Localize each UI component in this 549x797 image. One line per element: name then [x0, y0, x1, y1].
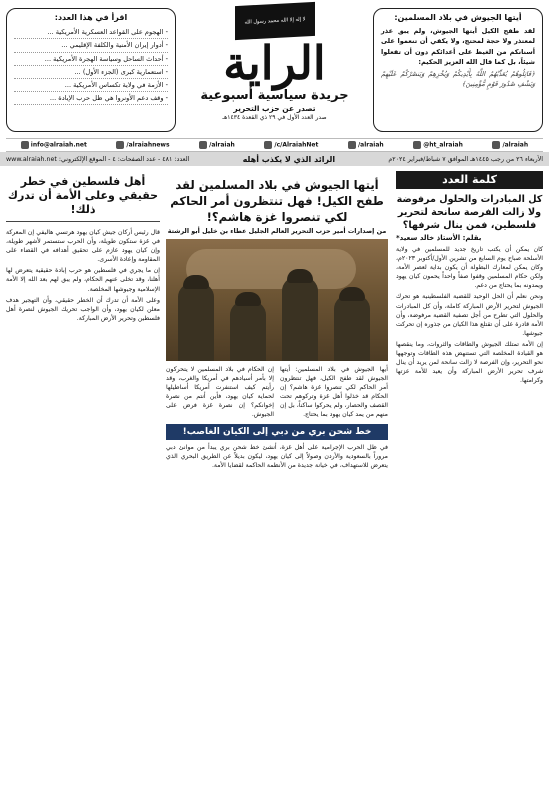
masthead-header [0, 0, 549, 172]
helmet [287, 269, 313, 283]
main-headline[interactable]: أيتها الجيوش في بلاد المسلمين لقد طفح الكيل! فهل تنتظرون أمر الحاكم لكي تنصروا غزة هاشم؟! [170, 178, 384, 224]
main-body [166, 365, 388, 420]
sub-article-banner[interactable]: خط شحن بري من دبي إلى الكيان الغاصب! [166, 424, 388, 440]
editorial-column [396, 171, 543, 793]
intro-title: أيتها الجيوش في بلاد المسلمين: [394, 13, 522, 22]
editorial-title[interactable]: كل المبادرات والحلول مرفوضة ولا زالت الفرصة سانحة لتحرير فلسطين، فمن ينال شرفها؟ [396, 194, 543, 231]
twitter-icon [413, 141, 421, 149]
slogan: الرائد الذي لا يكذب أهله [242, 154, 336, 164]
paragraph: إن ما يجري في فلسطين هو حرب إبادة حقيقية يتعرض لها أهلنا، وقد تخلى عنهم الحكام، ولم يبق لهم بعد الله إلا الأمة الإسلامية وجيوشها المخلصة. [6, 267, 160, 293]
paragraph: كان يمكن أن يكتب تاريخ جديد للمسلمين في ولاية الأسلحة صباح يوم السابع من تشرين الأول/أكتوبر ٢٠٢٣م، وكان يمكن لمعارك البطولة أن يكون بداية لعصر الأمة، ولكن حكام المسلمين وقفوا صفاً واحداً يحمون كيان يهود ويمدونه بما يحتاج من دعم. [396, 246, 543, 290]
social-bar [6, 138, 543, 152]
social-telegram[interactable]: /alraiah [348, 141, 384, 149]
rss-icon [199, 141, 207, 149]
toc-item[interactable]: - وقف دعم الأونروا هي ظل حرب الإبادة ... [14, 92, 168, 105]
helmet [183, 275, 209, 289]
social-facebook[interactable]: /alraiah [492, 141, 528, 149]
flag-text: لا إله إلا الله محمد رسول الله [244, 16, 305, 26]
toc-item[interactable]: - أدوار إيران الأمنية والكلفة الإقليمي ... [14, 39, 168, 52]
soldier-figure [334, 295, 370, 361]
helmet [235, 292, 261, 306]
telegram-icon [348, 141, 356, 149]
toc-item[interactable]: - الأزمة في ولاية تكساس الأمريكية ... [14, 79, 168, 92]
publisher: تصدر عن حزب التحرير [233, 104, 316, 113]
side-article-body [6, 228, 160, 323]
intro-verse: ﴿قَاتِلُوهُمْ يُعَذِّبْهُمُ اللَّهُ بِأَيْدِيكُمْ وَيُخْزِهِمْ وَيَنصُرْكُمْ عَلَيْهِمْ وَيَشْفِ صُدُورَ قَوْمٍ مُّؤْمِنِينَ﴾ [381, 70, 535, 89]
helmet [339, 287, 365, 301]
intro-box [373, 8, 543, 132]
soldier-figure [178, 283, 214, 361]
social-instagram[interactable]: /alraiahnews [116, 141, 169, 149]
paragraph: قال رئيس أركان جيش كيان يهود هرتسي هاليفي إن المعركة في غزة ستكون طويلة، وأن الحرب ستستمر لأشهر طويلة، وإن كيان يهود عازم على تحقيق أهدافه في القضاء على المقاومة وإعادة الأسرى. [6, 229, 160, 264]
social-twitter[interactable]: @ht_alraiah [413, 141, 463, 149]
main-col-left: إن الحكام في بلاد المسلمين لا يتحركون إلا بأمر أسيادهم في أمريكا والغرب، وقد رأيتم كيف استنفرت أمريكا أساطيلها لحماية كيان يهود، فأين أنتم من نصرة إخوانكم؟ إن نصرة غزة فرض على الجيوش. [166, 366, 274, 419]
smoke [186, 249, 356, 289]
editorial-body [396, 245, 543, 385]
main-credit: من إصدارات أمير حزب التحرير العالم الجليل عطاء بن خليل أبو الرشتة [167, 227, 387, 235]
envelope-icon [21, 141, 29, 149]
soldier-figure [230, 301, 266, 361]
soldier-figure [282, 277, 318, 361]
flag-icon [235, 2, 315, 40]
instagram-icon [116, 141, 124, 149]
editorial-header: كلمة العدد [396, 171, 543, 189]
facebook-icon [492, 141, 500, 149]
soldiers-photo [166, 239, 388, 361]
masthead [182, 4, 367, 134]
issue-date: الأربعاء ٢٦ من رجب ١٤٤٥هـ الموافق ٧ شباط/فبراير ٢٠٢٤م [388, 155, 543, 163]
first-issue: صدر العدد الأول في ٢٩ ذي القعدة ١٤٣٤هـ [222, 114, 327, 121]
social-rss[interactable]: /alraiah [199, 141, 235, 149]
issue-bar [0, 152, 549, 166]
paragraph: ونحن نعلم أن الحل الوحيد للقضية الفلسطينية هو تحرك الجيوش لتحرير الأرض المباركة كاملة، وأن كل المبادرات والحلول التي تطرح من أجل تصفية القضية مرفوضة، وأن الأمة قادرة على أن تقتلع هذا الكيان من جذوره إن تحركت جيوشها. [396, 293, 543, 337]
toc-item[interactable]: - الهجوم على القواعد العسكرية الأمريكية ... [14, 26, 168, 39]
toc-item[interactable]: - أحداث الساحل وسياسة الهجرة الأمريكية ... [14, 53, 168, 66]
tagline: جريدة سياسية أسبوعية [200, 88, 349, 103]
main-article [166, 171, 388, 793]
logo[interactable]: الراية [223, 36, 326, 90]
social-email[interactable]: info@alraiah.net [21, 141, 87, 149]
intro-text: لقد طفح الكيل أيتها الجيوش، ولم يبق عذر لمعتذر ولا حجة لمحتج، ولا يكفي أن تنعموا على أسنانكم من الغيظ على أعدائكم دون أن تفعلوا شيئاً، بل كما قال الله العزيز الحكيم: [381, 27, 535, 66]
issue-number[interactable]: العدد: ٤٨١ - عدد الصفحات: ٤ - الموقع الإلكتروني: www.alraiah.net [6, 155, 190, 163]
youtube-icon [264, 141, 272, 149]
main-col-right: أيها الجيوش في بلاد المسلمين: أيتها الجيوش لقد طفح الكيل، فهل تنتظرون أمر الحاكم لكي تنصروا غزة هاشم؟ إن الحكام قد خذلوا أهل غزة وتركوهم تحت القصف والحصار، ولم يحركوا ساكناً، بل إن منهم من يمد كيان يهود بما يحتاج. [280, 366, 388, 419]
side-article-title[interactable]: أهل فلسطين في خطر حقيقي وعلى الأمة أن تدرك ذلك! [6, 175, 160, 222]
paragraph: وعلى الأمة أن تدرك أن الخطر حقيقي، وأن التهجير هدف معلن لكيان يهود، وأن الواجب تحريك الجيوش لنصرة أهل فلسطين وتحرير الأرض المباركة. [6, 296, 160, 322]
toc-item[interactable]: - استعمارية كبرى (الجزء الأول) ... [14, 66, 168, 79]
social-youtube[interactable]: /c/AlraiahNet [264, 141, 318, 149]
side-article [6, 171, 160, 793]
paragraph: إن الأمة تمتلك الجيوش والطاقات والثروات، وما ينقصها هو القيادة المخلصة التي تستنهض هذه الطاقات وتوجهها نحو التحرير، وإن الفرصة لا زالت سانحة لمن يريد أن ينال شرف تحرير الأرض المباركة وأن يعيد للأمة عزتها وكرامتها. [396, 340, 543, 385]
editorial-author: بقلم: الأستاذ خالد سعيد* [396, 234, 482, 242]
toc-title: اقرأ في هذا العدد: [54, 13, 128, 22]
sub-article-body: في ظل الحرب الإجرامية على أهل غزة، أنشئ خط شحن بري يبدأ من موانئ دبي مروراً بالسعودية والأردن وصولاً إلى كيان يهود، ليكون بديلاً عن الطريق البحري الذي يتعرض للاستهداف، في خيانة جديدة من الأنظمة الحاكمة لقضايا الأمة. [166, 443, 388, 469]
table-of-contents [6, 8, 176, 132]
